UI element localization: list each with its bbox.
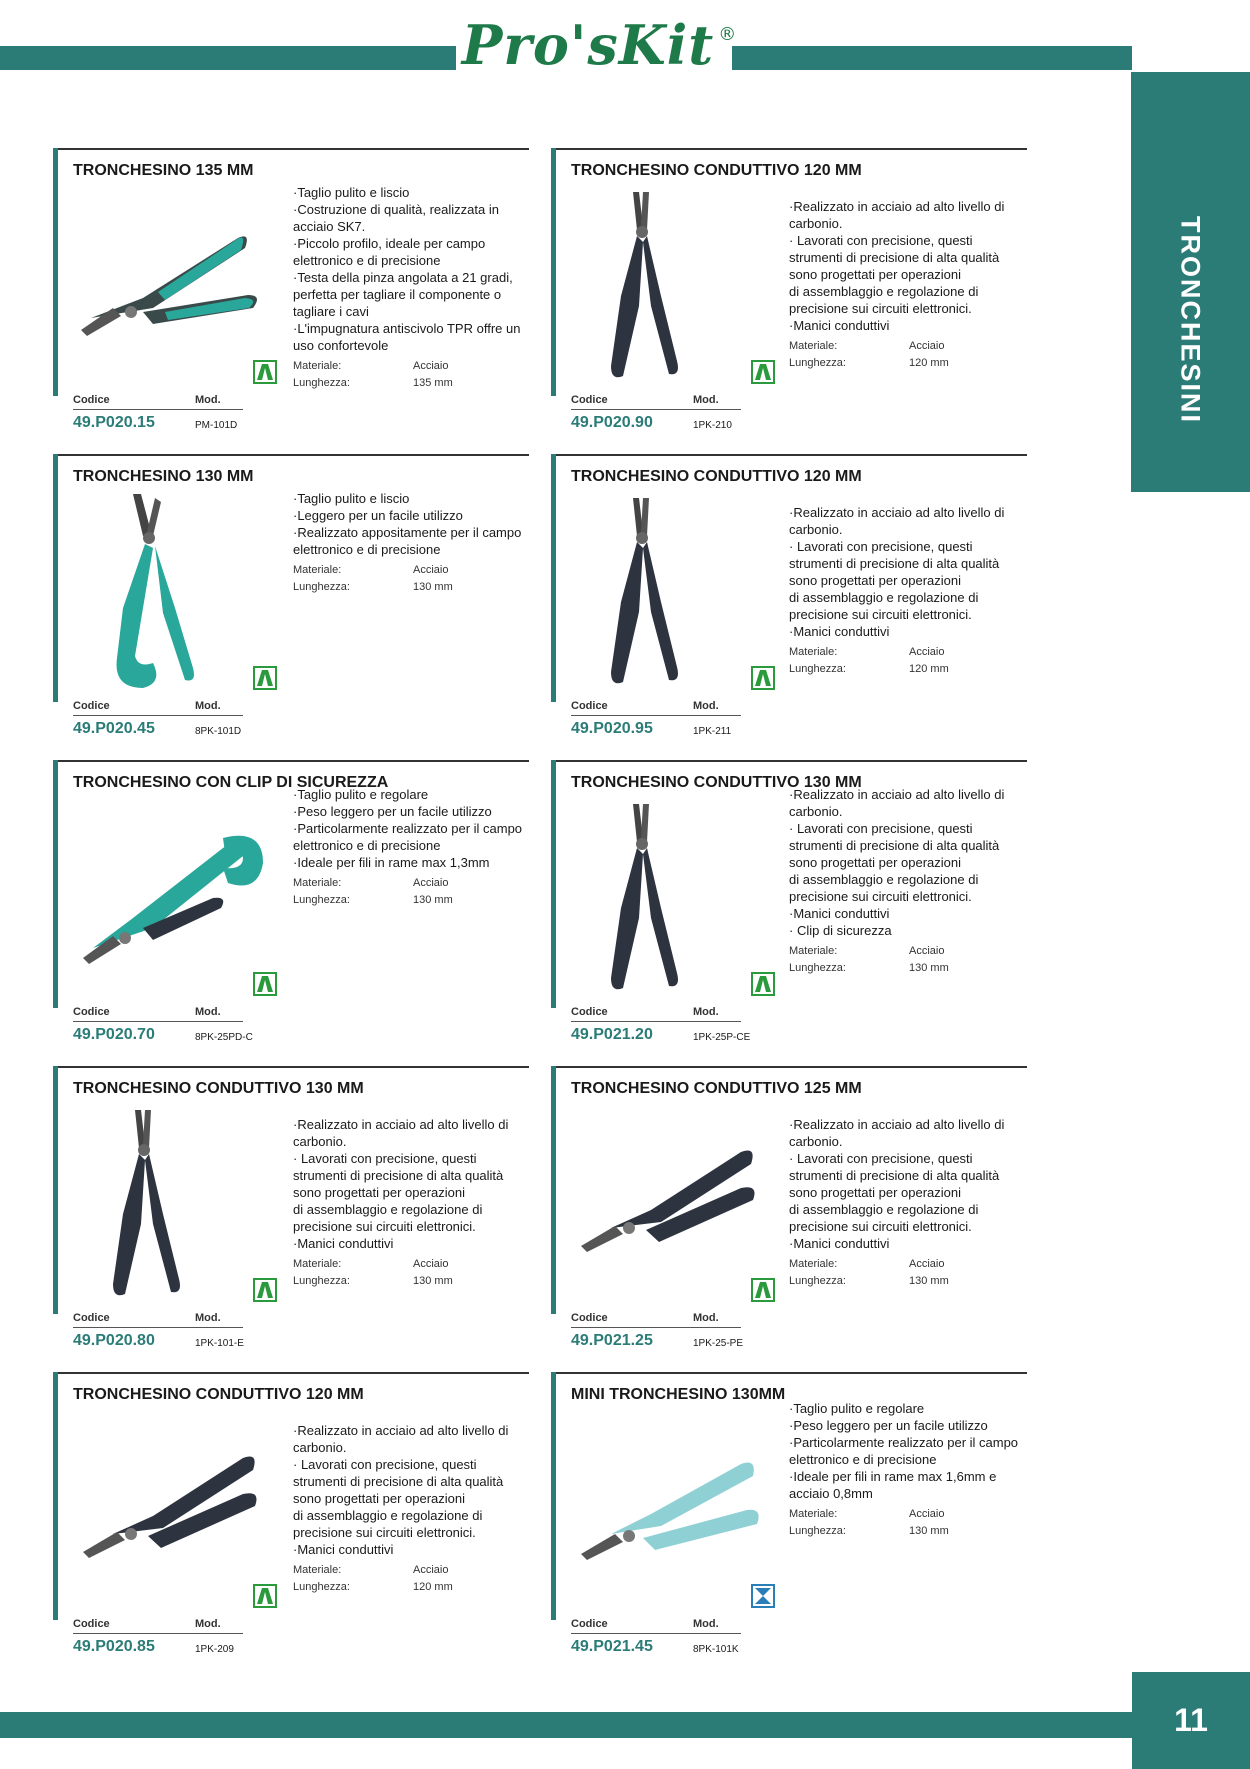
spec-table	[789, 338, 1029, 372]
product-card	[53, 1372, 529, 1662]
feature-item: ·Taglio pulito e regolare	[789, 1401, 925, 1416]
product-title: TRONCHESINO CONDUTTIVO 120 MM	[571, 162, 862, 179]
product-card	[53, 454, 529, 744]
spec-table	[293, 562, 533, 596]
header-bar-right	[732, 46, 1132, 70]
registered-mark: ®	[718, 23, 737, 45]
length-label: Lunghezza:	[293, 581, 350, 593]
feature-item: sono progettati per operazioni	[789, 855, 962, 870]
material-label: Materiale:	[789, 646, 838, 658]
code-header	[73, 700, 243, 716]
feature-item: carbonio.	[789, 216, 843, 231]
card-left-accent	[551, 454, 556, 702]
feature-item: ·Manici conduttivi	[293, 1542, 394, 1557]
feature-item: · Lavorati con precisione, questi	[293, 1151, 477, 1166]
code-header	[73, 1006, 243, 1022]
card-top-rule	[53, 1372, 529, 1374]
feature-item: ·Taglio pulito e liscio	[293, 185, 410, 200]
spec-table	[293, 358, 533, 392]
material-label: Materiale:	[789, 1508, 838, 1520]
mod-label: Mod.	[195, 394, 221, 406]
product-title: TRONCHESINO CONDUTTIVO 130 MM	[73, 1080, 364, 1097]
feature-item: · Lavorati con precisione, questi	[789, 539, 973, 554]
product-title: TRONCHESINO 135 MM	[73, 162, 254, 179]
spec-row-material	[789, 338, 1029, 355]
card-top-rule	[551, 1066, 1027, 1068]
material-value: Acciaio	[909, 1258, 945, 1270]
product-image	[83, 1104, 213, 1304]
spec-row-material	[789, 943, 1029, 960]
material-label: Materiale:	[293, 1258, 342, 1270]
feature-item: ·Manici conduttivi	[293, 1236, 394, 1251]
feature-item: ·Costruzione di qualità, realizzata in	[293, 202, 499, 217]
length-value: 120 mm	[909, 357, 949, 369]
green-badge-icon	[751, 666, 775, 690]
feature-item: precisione sui circuiti elettronici.	[789, 1219, 972, 1234]
product-card	[53, 760, 529, 1050]
feature-item: elettronico e di precisione	[789, 1452, 937, 1467]
model-number: 1PK-210	[693, 420, 732, 431]
codice-label: Codice	[73, 700, 110, 712]
model-number: 1PK-25P-CE	[693, 1032, 751, 1043]
material-label: Materiale:	[293, 360, 342, 372]
length-label: Lunghezza:	[789, 1525, 846, 1537]
feature-item: · Lavorati con precisione, questi	[293, 1457, 477, 1472]
feature-item: ·Realizzato appositamente per il campo	[293, 525, 522, 540]
product-title: MINI TRONCHESINO 130MM	[571, 1386, 786, 1403]
product-image	[581, 492, 711, 692]
card-top-rule	[551, 454, 1027, 456]
spec-table	[789, 644, 1029, 678]
spec-row-material	[789, 1506, 1029, 1523]
model-number: 8PK-101K	[693, 1644, 739, 1655]
blue-badge-icon	[751, 1584, 775, 1608]
feature-item: acciaio SK7.	[293, 219, 366, 234]
feature-item: precisione sui circuiti elettronici.	[293, 1525, 476, 1540]
feature-item: carbonio.	[789, 804, 843, 819]
feature-item: tagliare i cavi	[293, 304, 369, 319]
feature-item: ·Testa della pinza angolata a 21 gradi,	[293, 270, 513, 285]
model-number: 1PK-101-E	[195, 1338, 244, 1349]
header-bar-left	[0, 46, 456, 70]
feature-item: ·Realizzato in acciaio ad alto livello di	[293, 1117, 509, 1132]
feature-item: ·Manici conduttivi	[789, 906, 890, 921]
feature-item: ·Manici conduttivi	[789, 624, 890, 639]
product-code: 49.P021.45	[571, 1638, 653, 1655]
spec-row-material	[293, 875, 533, 892]
length-value: 130 mm	[909, 1525, 949, 1537]
length-label: Lunghezza:	[293, 894, 350, 906]
feature-item: uso confortevole	[293, 338, 389, 353]
length-label: Lunghezza:	[293, 1581, 350, 1593]
feature-item: perfetta per tagliare il componente o	[293, 287, 502, 302]
feature-list	[789, 786, 1029, 939]
codice-label: Codice	[571, 394, 608, 406]
feature-item: ·Particolarmente realizzato per il campo	[789, 1435, 1019, 1450]
length-label: Lunghezza:	[293, 377, 350, 389]
length-value: 130 mm	[413, 1275, 453, 1287]
product-code: 49.P020.90	[571, 414, 653, 431]
feature-item: sono progettati per operazioni	[293, 1491, 466, 1506]
feature-list	[789, 1400, 1029, 1502]
feature-item: precisione sui circuiti elettronici.	[789, 889, 972, 904]
material-value: Acciaio	[413, 564, 449, 576]
card-left-accent	[53, 1372, 58, 1620]
feature-item: di assemblaggio e regolazione di	[293, 1508, 483, 1523]
spec-row-material	[293, 358, 533, 375]
feature-item: · Lavorati con precisione, questi	[789, 233, 973, 248]
length-value: 135 mm	[413, 377, 453, 389]
green-badge-icon	[253, 666, 277, 690]
product-card	[551, 1372, 1027, 1662]
feature-item: strumenti di precisione di alta qualità	[789, 250, 1000, 265]
product-code: 49.P021.25	[571, 1332, 653, 1349]
feature-item: precisione sui circuiti elettronici.	[293, 1219, 476, 1234]
feature-item: sono progettati per operazioni	[789, 267, 962, 282]
length-label: Lunghezza:	[293, 1275, 350, 1287]
product-card	[551, 148, 1027, 438]
material-value: Acciaio	[413, 877, 449, 889]
feature-item: carbonio.	[789, 1134, 843, 1149]
product-image	[73, 808, 273, 978]
feature-item: · Lavorati con precisione, questi	[789, 1151, 973, 1166]
feature-item: elettronico e di precisione	[293, 838, 441, 853]
feature-item: di assemblaggio e regolazione di	[789, 872, 979, 887]
spec-row-length	[293, 892, 533, 909]
feature-item: ·Ideale per fili in rame max 1,3mm	[293, 855, 490, 870]
spec-row-length	[789, 1523, 1029, 1540]
product-card	[53, 1066, 529, 1356]
codice-label: Codice	[73, 394, 110, 406]
feature-item: elettronico e di precisione	[293, 253, 441, 268]
feature-list	[293, 1422, 533, 1558]
feature-item: sono progettati per operazioni	[293, 1185, 466, 1200]
card-left-accent	[53, 1066, 58, 1314]
product-title: TRONCHESINO CONDUTTIVO 120 MM	[571, 468, 862, 485]
product-title: TRONCHESINO CON CLIP DI SICUREZZA	[73, 774, 389, 791]
feature-item: ·Taglio pulito e liscio	[293, 491, 410, 506]
card-left-accent	[53, 760, 58, 1008]
feature-list	[789, 198, 1029, 334]
feature-list	[789, 1116, 1029, 1252]
logo-text: Pro'sKit	[461, 13, 715, 77]
model-number: 1PK-209	[195, 1644, 234, 1655]
mod-label: Mod.	[195, 1312, 221, 1324]
codice-label: Codice	[571, 1312, 608, 1324]
feature-item: ·Ideale per fili in rame max 1,6mm e	[789, 1469, 997, 1484]
spec-row-length	[789, 1273, 1029, 1290]
material-value: Acciaio	[909, 340, 945, 352]
spec-table	[293, 1256, 533, 1290]
feature-item: ·Taglio pulito e regolare	[293, 787, 429, 802]
product-image	[571, 1118, 771, 1268]
product-title: TRONCHESINO CONDUTTIVO 130 MM	[571, 774, 862, 791]
product-code: 49.P020.70	[73, 1026, 155, 1043]
feature-item: strumenti di precisione di alta qualità	[789, 556, 1000, 571]
length-value: 120 mm	[909, 663, 949, 675]
card-left-accent	[551, 760, 556, 1008]
feature-item: di assemblaggio e regolazione di	[789, 590, 979, 605]
spec-table	[789, 1256, 1029, 1290]
feature-item: ·L'impugnatura antiscivolo TPR offre un	[293, 321, 521, 336]
spec-table	[789, 1506, 1029, 1540]
product-card	[53, 148, 529, 438]
feature-item: elettronico e di precisione	[293, 542, 441, 557]
material-label: Materiale:	[293, 1564, 342, 1576]
model-number: 1PK-25-PE	[693, 1338, 744, 1349]
mod-label: Mod.	[693, 394, 719, 406]
card-top-rule	[551, 760, 1027, 762]
feature-item: sono progettati per operazioni	[789, 573, 962, 588]
mod-label: Mod.	[693, 1312, 719, 1324]
code-header	[73, 394, 243, 410]
feature-item: di assemblaggio e regolazione di	[789, 1202, 979, 1217]
spec-row-length	[293, 1273, 533, 1290]
product-card	[551, 1066, 1027, 1356]
green-badge-icon	[253, 972, 277, 996]
length-value: 130 mm	[413, 581, 453, 593]
feature-item: di assemblaggio e regolazione di	[789, 284, 979, 299]
material-value: Acciaio	[413, 1564, 449, 1576]
mod-label: Mod.	[195, 700, 221, 712]
product-image	[581, 798, 711, 998]
spec-row-material	[293, 1562, 533, 1579]
model-number: 8PK-101D	[195, 726, 242, 737]
model-number: 8PK-25PD-C	[195, 1032, 253, 1043]
codice-label: Codice	[73, 1618, 110, 1630]
green-badge-icon	[253, 1584, 277, 1608]
product-code: 49.P020.45	[73, 720, 155, 737]
product-card	[551, 454, 1027, 744]
code-header	[571, 700, 741, 716]
card-top-rule	[53, 1066, 529, 1068]
card-left-accent	[551, 148, 556, 396]
product-image	[93, 488, 223, 698]
codice-label: Codice	[73, 1312, 110, 1324]
category-label: TRONCHESINI	[1175, 215, 1206, 425]
feature-item: di assemblaggio e regolazione di	[293, 1202, 483, 1217]
code-header	[571, 1006, 741, 1022]
length-label: Lunghezza:	[789, 1275, 846, 1287]
product-title: TRONCHESINO CONDUTTIVO 120 MM	[73, 1386, 364, 1403]
code-header	[73, 1618, 243, 1634]
feature-item: ·Realizzato in acciaio ad alto livello di	[789, 1117, 1005, 1132]
code-header	[73, 1312, 243, 1328]
card-left-accent	[551, 1372, 556, 1620]
product-code: 49.P020.80	[73, 1332, 155, 1349]
product-image	[73, 200, 273, 350]
feature-item: strumenti di precisione di alta qualità	[789, 838, 1000, 853]
product-title: TRONCHESINO 130 MM	[73, 468, 254, 485]
spec-row-length	[293, 579, 533, 596]
codice-label: Codice	[571, 700, 608, 712]
spec-row-length	[789, 355, 1029, 372]
feature-item: precisione sui circuiti elettronici.	[789, 607, 972, 622]
length-label: Lunghezza:	[789, 663, 846, 675]
product-image	[581, 186, 711, 386]
product-card	[551, 760, 1027, 1050]
brand-logo	[461, 10, 737, 80]
spec-table	[293, 1562, 533, 1596]
feature-item: sono progettati per operazioni	[789, 1185, 962, 1200]
codice-label: Codice	[571, 1618, 608, 1630]
product-code: 49.P020.95	[571, 720, 653, 737]
feature-item: ·Manici conduttivi	[789, 1236, 890, 1251]
model-number: PM-101D	[195, 420, 238, 431]
spec-table	[789, 943, 1029, 977]
mod-label: Mod.	[693, 700, 719, 712]
feature-item: ·Realizzato in acciaio ad alto livello di	[789, 505, 1005, 520]
page-number: 11	[1174, 1702, 1208, 1738]
material-value: Acciaio	[909, 945, 945, 957]
card-top-rule	[551, 148, 1027, 150]
card-left-accent	[53, 148, 58, 396]
spec-row-material	[293, 1256, 533, 1273]
feature-item: ·Realizzato in acciaio ad alto livello di	[789, 199, 1005, 214]
code-header	[571, 394, 741, 410]
product-code: 49.P020.85	[73, 1638, 155, 1655]
material-label: Materiale:	[789, 340, 838, 352]
mod-label: Mod.	[195, 1618, 221, 1630]
green-badge-icon	[751, 360, 775, 384]
model-number: 1PK-211	[693, 726, 732, 737]
spec-row-material	[293, 562, 533, 579]
length-value: 130 mm	[413, 894, 453, 906]
spec-row-length	[789, 661, 1029, 678]
product-code: 49.P020.15	[73, 414, 155, 431]
feature-item: · Lavorati con precisione, questi	[789, 821, 973, 836]
mod-label: Mod.	[693, 1618, 719, 1630]
product-code: 49.P021.20	[571, 1026, 653, 1043]
card-top-rule	[551, 1372, 1027, 1374]
feature-item: acciaio 0,8mm	[789, 1486, 873, 1501]
feature-item: strumenti di precisione di alta qualità	[789, 1168, 1000, 1183]
feature-item: · Clip di sicurezza	[789, 923, 892, 938]
spec-row-material	[789, 644, 1029, 661]
feature-item: carbonio.	[293, 1440, 347, 1455]
feature-item: ·Piccolo profilo, ideale per campo	[293, 236, 486, 251]
feature-item: ·Realizzato in acciaio ad alto livello di	[789, 787, 1005, 802]
feature-list	[293, 786, 533, 871]
material-value: Acciaio	[909, 646, 945, 658]
card-left-accent	[53, 454, 58, 702]
card-top-rule	[53, 454, 529, 456]
green-badge-icon	[253, 1278, 277, 1302]
material-label: Materiale:	[293, 877, 342, 889]
mod-label: Mod.	[693, 1006, 719, 1018]
green-badge-icon	[751, 972, 775, 996]
card-top-rule	[53, 148, 529, 150]
material-label: Materiale:	[789, 945, 838, 957]
product-image	[73, 1424, 273, 1574]
feature-item: ·Peso leggero per un facile utilizzo	[293, 804, 492, 819]
card-left-accent	[551, 1066, 556, 1314]
code-header	[571, 1618, 741, 1634]
feature-item: strumenti di precisione di alta qualità	[293, 1168, 504, 1183]
code-header	[571, 1312, 741, 1328]
green-badge-icon	[253, 360, 277, 384]
material-label: Materiale:	[789, 1258, 838, 1270]
length-label: Lunghezza:	[789, 962, 846, 974]
feature-item: strumenti di precisione di alta qualità	[293, 1474, 504, 1489]
feature-item: precisione sui circuiti elettronici.	[789, 301, 972, 316]
feature-item: ·Manici conduttivi	[789, 318, 890, 333]
green-badge-icon	[751, 1278, 775, 1302]
material-value: Acciaio	[909, 1508, 945, 1520]
feature-list	[789, 504, 1029, 640]
spec-row-length	[293, 375, 533, 392]
feature-list	[293, 490, 533, 558]
product-title: TRONCHESINO CONDUTTIVO 125 MM	[571, 1080, 862, 1097]
feature-item: ·Realizzato in acciaio ad alto livello di	[293, 1423, 509, 1438]
product-image	[571, 1424, 771, 1574]
codice-label: Codice	[73, 1006, 110, 1018]
footer-bar	[0, 1712, 1132, 1738]
feature-list	[293, 184, 533, 354]
material-label: Materiale:	[293, 564, 342, 576]
length-value: 120 mm	[413, 1581, 453, 1593]
spec-row-length	[293, 1579, 533, 1596]
length-value: 130 mm	[909, 1275, 949, 1287]
card-top-rule	[53, 760, 529, 762]
feature-item: ·Leggero per un facile utilizzo	[293, 508, 463, 523]
codice-label: Codice	[571, 1006, 608, 1018]
feature-item: carbonio.	[789, 522, 843, 537]
spec-table	[293, 875, 533, 909]
feature-item: ·Particolarmente realizzato per il campo	[293, 821, 523, 836]
feature-list	[293, 1116, 533, 1252]
length-label: Lunghezza:	[789, 357, 846, 369]
mod-label: Mod.	[195, 1006, 221, 1018]
feature-item: ·Peso leggero per un facile utilizzo	[789, 1418, 988, 1433]
spec-row-material	[789, 1256, 1029, 1273]
material-value: Acciaio	[413, 360, 449, 372]
material-value: Acciaio	[413, 1258, 449, 1270]
length-value: 130 mm	[909, 962, 949, 974]
spec-row-length	[789, 960, 1029, 977]
feature-item: carbonio.	[293, 1134, 347, 1149]
